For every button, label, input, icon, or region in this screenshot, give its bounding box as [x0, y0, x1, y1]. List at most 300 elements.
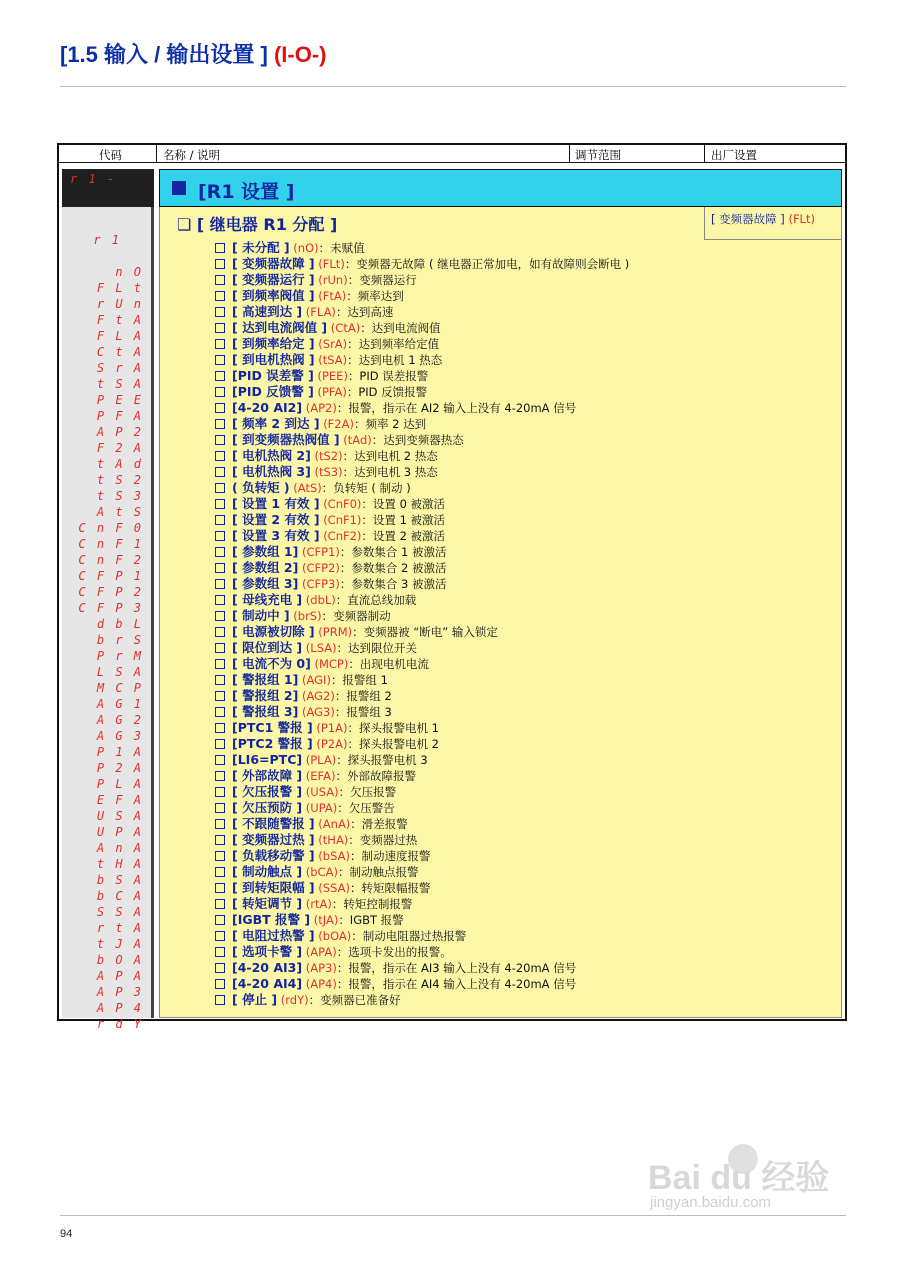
list-item[interactable]	[215, 608, 629, 624]
list-item[interactable]	[215, 896, 629, 912]
option-description: ：变频器无故障 ( 继电器正常加电，如有故障则会断电 )	[344, 257, 630, 271]
list-item[interactable]	[215, 288, 629, 304]
option-description: ：达到电流阀值	[360, 321, 441, 335]
option-name: [ 电阻过热警 ]	[232, 928, 315, 943]
checkbox-icon[interactable]	[215, 259, 225, 269]
option-name: [IGBT 报警 ]	[232, 912, 311, 927]
option-description: ：达到电机 1 热态	[347, 353, 443, 367]
list-item[interactable]	[215, 336, 629, 352]
list-item[interactable]	[215, 512, 629, 528]
option-code: P E E	[96, 393, 143, 407]
checkbox-icon[interactable]	[215, 307, 225, 317]
option-description: ：报警，指示在 AI4 输入上没有 4-20mA 信号	[336, 977, 577, 991]
option-name: [ 停止 ]	[232, 992, 278, 1007]
option-description: ：负转矩 ( 制动 )	[321, 481, 411, 495]
checkbox-icon[interactable]	[215, 275, 225, 285]
option-code: n O	[115, 265, 143, 279]
option-description: ：外部故障报警	[335, 769, 416, 783]
header-name: 名称 / 说明	[163, 148, 221, 162]
option-description: ：PID 反馈报警	[346, 385, 428, 399]
option-name: [ 频率 2 到达 ]	[232, 416, 320, 431]
option-code-text: (UPA)	[305, 801, 338, 815]
option-description: ：探头报警电机 2	[347, 737, 439, 751]
code-list	[78, 264, 143, 1032]
option-name: [ 参数组 1]	[232, 544, 299, 559]
option-description: ：制动速度报警	[349, 849, 431, 863]
option-code: A P A	[96, 969, 143, 983]
option-name: [PTC1 警报 ]	[232, 720, 313, 735]
option-description: ：频率 2 达到	[353, 417, 427, 431]
option-code: P L A	[96, 777, 143, 791]
list-item[interactable]	[215, 432, 629, 448]
option-code-text: (FLt)	[318, 257, 345, 271]
option-code-text: (LSA)	[305, 641, 337, 655]
checkbox-icon[interactable]	[215, 611, 225, 621]
option-code-text: (tAd)	[343, 433, 372, 447]
option-code: S S A	[96, 905, 143, 919]
option-description: ：设置 2 被激活	[361, 529, 446, 543]
header-range: 调节范围	[575, 148, 621, 162]
list-item[interactable]	[215, 240, 629, 256]
checkbox-icon[interactable]	[215, 755, 225, 765]
option-code: F 2 A	[96, 441, 143, 455]
list-item[interactable]	[215, 272, 629, 288]
list-item[interactable]	[215, 256, 629, 272]
option-code: C n F 1	[78, 537, 143, 551]
option-name: [ 电机热阀 2]	[232, 448, 311, 463]
option-name: [ 选项卡警 ]	[232, 944, 303, 959]
option-code-text: (CnF1)	[323, 513, 362, 527]
option-code: A P 3	[96, 985, 143, 999]
checkbox-icon[interactable]	[215, 867, 225, 877]
option-code-text: (CnF2)	[323, 529, 362, 543]
option-description: ：达到电机 2 热态	[342, 449, 438, 463]
list-item[interactable]	[215, 816, 629, 832]
option-description: ：欠压报警	[338, 785, 397, 799]
list-item[interactable]	[215, 560, 629, 576]
option-name: [ 变频器运行 ]	[232, 272, 315, 287]
checkbox-icon[interactable]	[215, 915, 225, 925]
option-code-text: (FLA)	[305, 305, 336, 319]
option-code: F L A	[96, 329, 143, 343]
option-description: ：转矩限幅报警	[349, 881, 431, 895]
option-description: ：转矩控制报警	[331, 897, 413, 911]
option-name: [ 未分配 ]	[232, 240, 290, 255]
option-code: C F P 2	[78, 585, 143, 599]
option-description: ：欠压警告	[337, 801, 395, 815]
checkbox-icon[interactable]	[215, 787, 225, 797]
option-code: P r M	[96, 649, 143, 663]
checkbox-icon[interactable]	[215, 659, 225, 669]
option-name: [ 制动触点 ]	[232, 864, 303, 879]
checkbox-icon[interactable]	[215, 947, 225, 957]
list-item[interactable]	[215, 656, 629, 672]
option-code-text: (F2A)	[323, 417, 354, 431]
option-description: ：探头报警电机 1	[347, 721, 439, 735]
list-item[interactable]	[215, 416, 629, 432]
checkbox-icon[interactable]	[215, 771, 225, 781]
option-code-text: (PLA)	[305, 753, 337, 767]
page-title	[60, 38, 326, 69]
list-item[interactable]	[215, 640, 629, 656]
option-code: M C P	[96, 681, 143, 695]
option-code: r U n	[96, 297, 143, 311]
option-code-text: (USA)	[305, 785, 339, 799]
option-code-text: (rtA)	[305, 897, 332, 911]
list-item[interactable]	[215, 944, 629, 960]
checkbox-icon[interactable]	[215, 451, 225, 461]
option-code: b r S	[96, 633, 143, 647]
option-name: [4-20 AI4]	[232, 976, 303, 991]
option-name: [ 参数组 3]	[232, 576, 299, 591]
option-name: [LI6=PTC]	[232, 752, 303, 767]
list-item[interactable]	[215, 880, 629, 896]
list-item[interactable]	[215, 800, 629, 816]
option-description: ：报警组 1	[330, 673, 388, 687]
option-code-text: (AP2)	[305, 401, 337, 415]
checkbox-icon[interactable]	[215, 371, 225, 381]
option-code: t S A	[96, 377, 143, 391]
option-name: [PID 反馈警 ]	[232, 384, 314, 399]
checkbox-icon[interactable]	[215, 995, 225, 1005]
list-item[interactable]	[215, 752, 629, 768]
option-name: [ 变频器故障 ]	[232, 256, 315, 271]
list-item[interactable]	[215, 624, 629, 640]
top-divider	[60, 86, 846, 87]
option-description: ：报警组 3	[334, 705, 392, 719]
section-header	[159, 169, 842, 207]
option-name: [ 高速到达 ]	[232, 304, 303, 319]
list-item[interactable]	[215, 464, 629, 480]
checkbox-icon[interactable]	[215, 835, 225, 845]
checkbox-icon[interactable]	[215, 387, 225, 397]
checkbox-icon[interactable]	[215, 499, 225, 509]
list-item[interactable]	[215, 912, 629, 928]
option-name: [ 到转矩限幅 ]	[232, 880, 315, 895]
option-name: [ 制动中 ]	[232, 608, 290, 623]
checkbox-icon[interactable]	[215, 403, 225, 413]
checkbox-icon[interactable]	[215, 579, 225, 589]
square-bullet-icon	[172, 181, 186, 195]
option-code-text: (tS3)	[314, 465, 343, 479]
option-description: ：频率达到	[346, 289, 404, 303]
option-list	[215, 240, 629, 1008]
option-code-text: (CnF0)	[323, 497, 362, 511]
option-code: r t A	[96, 921, 143, 935]
option-name: [ 转矩调节 ]	[232, 896, 303, 911]
option-code-text: (CFP2)	[301, 561, 340, 575]
checkbox-icon[interactable]	[215, 531, 225, 541]
list-item[interactable]	[215, 368, 629, 384]
option-name: [ 设置 3 有效 ]	[232, 528, 320, 543]
parameter-table	[57, 143, 847, 1031]
checkbox-icon[interactable]	[215, 707, 225, 717]
option-code-text: (tSA)	[318, 353, 348, 367]
list-item[interactable]	[215, 576, 629, 592]
factory-name: [ 变频器故障 ]	[711, 212, 785, 226]
option-description: ：探头报警电机 3	[336, 753, 428, 767]
option-code-text: (AtS)	[293, 481, 322, 495]
option-description: ：IGBT 报警	[338, 913, 404, 927]
option-code: t S 3	[96, 489, 143, 503]
checkbox-icon[interactable]	[215, 675, 225, 685]
option-code-text: (PEE)	[317, 369, 348, 383]
option-name: [ 变频器过热 ]	[232, 832, 315, 847]
checkbox-icon[interactable]	[215, 291, 225, 301]
list-item[interactable]	[215, 672, 629, 688]
option-description: ：参数集合 3 被激活	[339, 577, 447, 591]
list-item[interactable]	[215, 496, 629, 512]
list-item[interactable]	[215, 928, 629, 944]
table-header	[59, 145, 845, 163]
option-code-text: (rUn)	[318, 273, 348, 287]
option-code: F t A	[96, 313, 143, 327]
option-code: F L t	[96, 281, 143, 295]
checkbox-icon[interactable]	[215, 339, 225, 349]
option-code-text: (dbL)	[305, 593, 336, 607]
option-code-text: (AP4)	[305, 977, 337, 991]
option-code-text: (P1A)	[316, 721, 348, 735]
checkbox-icon[interactable]	[215, 355, 225, 365]
checkbox-icon[interactable]	[215, 547, 225, 557]
list-item[interactable]	[215, 976, 629, 992]
option-description: ：报警组 2	[334, 689, 392, 703]
option-description: ：达到限位开关	[336, 641, 418, 655]
option-code: b C A	[96, 889, 143, 903]
option-code: C F P 3	[78, 601, 143, 615]
list-item[interactable]	[215, 832, 629, 848]
option-description: ：变频器运行	[347, 273, 417, 287]
option-description: ：滑差报警	[350, 817, 408, 831]
list-item[interactable]	[215, 384, 629, 400]
checkbox-icon[interactable]	[215, 595, 225, 605]
option-description: ：制动电阻器过热报警	[351, 929, 467, 943]
option-name: [ 警报组 1]	[232, 672, 299, 687]
option-name: [ 到电机热阀 ]	[232, 352, 315, 367]
option-code: b O A	[96, 953, 143, 967]
option-code: A P 2	[96, 425, 143, 439]
option-code: t J A	[96, 937, 143, 951]
list-item[interactable]	[215, 992, 629, 1008]
option-description: ：变频器被 “断电” 输入锁定	[352, 625, 498, 639]
option-description: ：达到变频器热态	[371, 433, 464, 447]
option-code-text: (AGI)	[301, 673, 331, 687]
checkbox-icon[interactable]	[215, 467, 225, 477]
factory-code: (FLt)	[788, 212, 815, 226]
checkbox-icon[interactable]	[215, 691, 225, 701]
checkbox-icon[interactable]	[215, 883, 225, 893]
checkbox-icon[interactable]	[215, 803, 225, 813]
r1-code: r 1	[93, 233, 121, 247]
option-code: C t A	[96, 345, 143, 359]
header-divider	[156, 145, 157, 163]
list-item[interactable]	[215, 768, 629, 784]
section-code-cell	[62, 169, 154, 207]
header-factory: 出厂设置	[711, 148, 757, 162]
list-item[interactable]	[215, 784, 629, 800]
option-name: [ 不跟随警报 ]	[232, 816, 315, 831]
option-code-text: (CFP1)	[301, 545, 340, 559]
checkbox-icon[interactable]	[215, 563, 225, 573]
option-description: ：报警，指示在 AI3 输入上没有 4-20mA 信号	[336, 961, 577, 975]
option-code-text: (AnA)	[318, 817, 351, 831]
r1-title: ❏ [ 继电器 R1 分配 ]	[177, 215, 338, 234]
option-code-text: (PFA)	[317, 385, 347, 399]
option-name: ( 负转矩 )	[232, 480, 290, 495]
option-description: ：制动触点报警	[337, 865, 419, 879]
option-description: ：参数集合 1 被激活	[339, 545, 447, 559]
list-item[interactable]	[215, 736, 629, 752]
checkbox-icon[interactable]	[215, 899, 225, 909]
checkbox-icon[interactable]	[215, 723, 225, 733]
checkbox-icon[interactable]	[215, 851, 225, 861]
option-code: r d Y	[96, 1017, 143, 1031]
option-code: A n A	[96, 841, 143, 855]
checkbox-icon[interactable]	[215, 483, 225, 493]
option-code: C n F 2	[78, 553, 143, 567]
option-name: [ 电机热阀 3]	[232, 464, 311, 479]
list-item[interactable]	[215, 400, 629, 416]
title-code: (I-O-)	[273, 42, 327, 67]
list-item[interactable]	[215, 352, 629, 368]
option-code: P 1 A	[96, 745, 143, 759]
checkbox-icon[interactable]	[215, 323, 225, 333]
option-code-text: (rdY)	[280, 993, 309, 1007]
option-code-text: (AG3)	[301, 705, 335, 719]
option-description: ：变频器过热	[348, 833, 418, 847]
option-name: [ 参数组 2]	[232, 560, 299, 575]
option-code-text: (CtA)	[330, 321, 361, 335]
option-description: ：达到高速	[335, 305, 394, 319]
option-code: S r A	[96, 361, 143, 375]
option-description: ：出现电机电流	[348, 657, 429, 671]
watermark-url: jingyan.baidu.com	[650, 1194, 771, 1211]
list-item[interactable]	[215, 704, 629, 720]
option-name: [ 母线充电 ]	[232, 592, 303, 607]
option-code-text: (SrA)	[318, 337, 348, 351]
option-name: [ 到变频器热阀值 ]	[232, 432, 340, 447]
option-code: t H A	[96, 857, 143, 871]
checkbox-icon[interactable]	[215, 979, 225, 989]
checkbox-icon[interactable]	[215, 931, 225, 941]
header-code: 代码	[99, 148, 122, 162]
page-number: 94	[60, 1228, 73, 1240]
checkbox-icon[interactable]	[215, 963, 225, 973]
option-description: ：变频器制动	[321, 609, 391, 623]
option-code-text: (bOA)	[318, 929, 352, 943]
option-description: ：参数集合 2 被激活	[339, 561, 447, 575]
checkbox-icon[interactable]	[215, 627, 225, 637]
option-code: A G 3	[96, 729, 143, 743]
checkbox-icon[interactable]	[215, 435, 225, 445]
section-code: r 1 -	[70, 172, 117, 186]
code-column	[62, 169, 154, 1031]
option-name: [ 限位到达 ]	[232, 640, 303, 655]
option-code: C F P 1	[78, 569, 143, 583]
watermark-text: Bai du 经验	[648, 1159, 830, 1197]
header-divider	[569, 145, 570, 163]
list-item[interactable]	[215, 592, 629, 608]
option-name: [ 设置 2 有效 ]	[232, 512, 320, 527]
option-code: d b L	[96, 617, 143, 631]
checkbox-icon[interactable]	[215, 243, 225, 253]
option-code-text: (brS)	[293, 609, 322, 623]
option-name: [PTC2 警报 ]	[232, 736, 313, 751]
option-code-text: (bSA)	[318, 849, 350, 863]
option-name: [ 欠压预防 ]	[232, 800, 303, 815]
option-description: ：直流总线加载	[335, 593, 417, 607]
option-description: ：设置 0 被激活	[361, 497, 446, 511]
checkbox-icon[interactable]	[215, 643, 225, 653]
option-code: A P 4	[96, 1001, 143, 1015]
option-description: ：变频器已准备好	[308, 993, 401, 1007]
option-code-text: (FtA)	[318, 289, 347, 303]
option-description: ：达到电机 3 热态	[342, 465, 438, 479]
option-code: t S 2	[96, 473, 143, 487]
option-description: ：未赋值	[318, 241, 365, 255]
option-code-text: (PRM)	[318, 625, 353, 639]
option-description: ：选项卡发出的报警。	[336, 945, 452, 959]
option-code-text: (tHA)	[318, 833, 349, 847]
list-item[interactable]	[215, 320, 629, 336]
checkbox-icon[interactable]	[215, 419, 225, 429]
list-item[interactable]	[215, 528, 629, 544]
option-code: L S A	[96, 665, 143, 679]
checkbox-icon[interactable]	[215, 739, 225, 749]
list-item[interactable]	[215, 480, 629, 496]
factory-setting	[704, 207, 842, 240]
option-name: [ 达到电流阀值 ]	[232, 320, 328, 335]
option-description: ：PID 误差报警	[347, 369, 429, 383]
option-name: [ 到频率阀值 ]	[232, 288, 315, 303]
title-prefix: [1.5 输入 / 输出设置 ]	[60, 42, 268, 67]
option-code: C n F 0	[78, 521, 143, 535]
option-description: ：报警，指示在 AI2 输入上没有 4-20mA 信号	[336, 401, 577, 415]
list-item[interactable]	[215, 448, 629, 464]
list-item[interactable]	[215, 864, 629, 880]
option-code-text: (tJA)	[313, 913, 339, 927]
checkbox-icon[interactable]	[215, 819, 225, 829]
option-code-text: (AP3)	[305, 961, 337, 975]
option-code-text: (tS2)	[314, 449, 343, 463]
list-item[interactable]	[215, 848, 629, 864]
checkbox-icon[interactable]	[215, 515, 225, 525]
header-divider	[704, 145, 705, 163]
option-code-text: (APA)	[305, 945, 337, 959]
option-name: [ 警报组 2]	[232, 688, 299, 703]
option-code-text: (nO)	[293, 241, 319, 255]
option-name: [ 电流不为 0]	[232, 656, 311, 671]
option-name: [PID 误差警 ]	[232, 368, 314, 383]
list-item[interactable]	[215, 688, 629, 704]
option-name: [ 电源被切除 ]	[232, 624, 315, 639]
list-item[interactable]	[215, 304, 629, 320]
option-code: t A d	[96, 457, 143, 471]
option-description: ：设置 1 被激活	[361, 513, 446, 527]
list-item[interactable]	[215, 720, 629, 736]
option-code-text: (SSA)	[318, 881, 350, 895]
option-name: [ 欠压报警 ]	[232, 784, 303, 799]
option-name: [ 负载移动警 ]	[232, 848, 315, 863]
section-label: [R1 设置 ]	[198, 181, 295, 203]
option-code: P F A	[96, 409, 143, 423]
option-description: ：达到频率给定值	[347, 337, 440, 351]
list-item[interactable]	[215, 960, 629, 976]
option-code: P 2 A	[96, 761, 143, 775]
option-name: [ 到频率给定 ]	[232, 336, 315, 351]
list-item[interactable]	[215, 544, 629, 560]
option-code-text: (AG2)	[301, 689, 335, 703]
